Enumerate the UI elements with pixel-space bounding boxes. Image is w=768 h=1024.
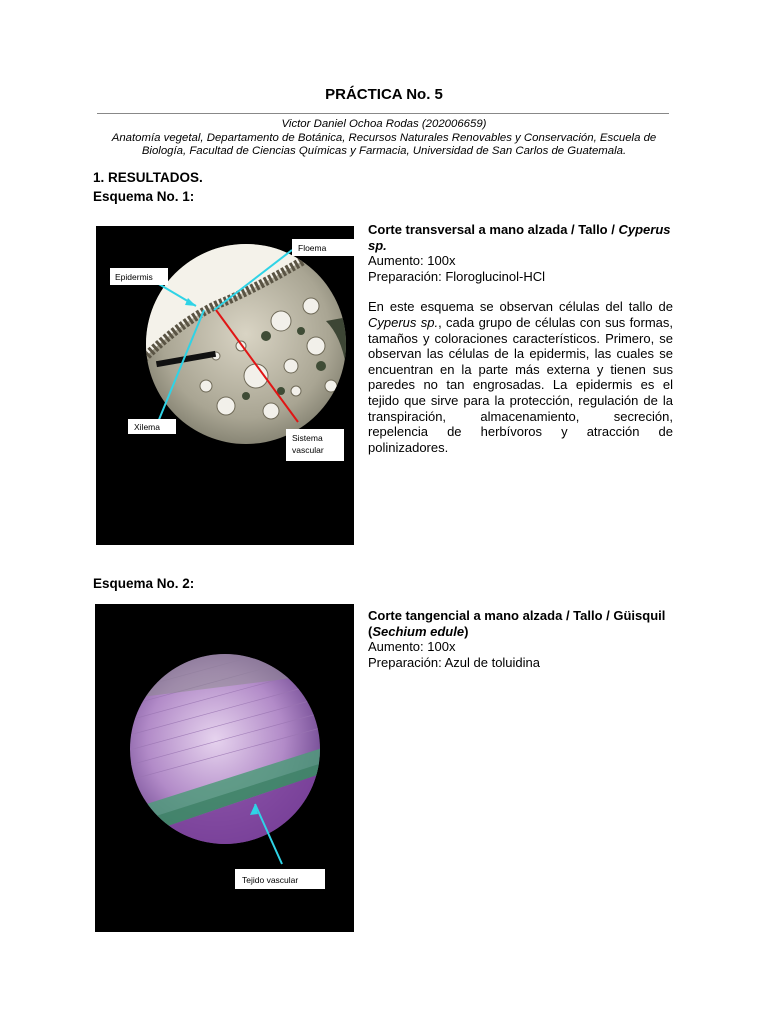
description-text: En este esquema se observan células del tallo de <box>368 299 673 315</box>
label-epidermis: Epidermis <box>115 272 153 282</box>
caption-title-text: Corte tangencial a mano alzada / Tallo / Güisquil ( <box>368 608 666 639</box>
scheme2-micrograph-svg <box>95 604 354 932</box>
scheme2-caption-title <box>368 608 673 639</box>
label-sistema-line1: Sistema <box>292 433 323 443</box>
scheme1-heading: Esquema No. 1: <box>93 189 195 204</box>
scheme1-caption <box>368 222 673 455</box>
section-heading: 1. RESULTADOS. <box>93 170 203 185</box>
scheme1-micrograph <box>96 226 354 545</box>
description-text-rest: , cada grupo de células con sus formas, tamaños y coloraciones característicos. Primero, se observan las células de la epidermis, las cuales se encuentran en la parte más externa y tienen sus paredes no tan engrosadas. La epidermis es el tejido que sirve para la protección, regulación de la transpiración, almacenamiento, secreción, repelencia de herbívoros y atracción de polinizadores. <box>368 314 673 455</box>
scheme2-micrograph <box>95 604 354 932</box>
caption-title-text: Corte transversal a mano alzada / Tallo / <box>368 222 619 237</box>
label-floema: Floema <box>298 243 327 253</box>
description-species: Cyperus sp. <box>368 314 439 330</box>
scheme2-preparation: Preparación: Azul de toluidina <box>368 654 541 670</box>
scheme2-magnification: Aumento: 100x <box>368 639 456 655</box>
caption-title-species: Cyperus sp. <box>368 222 671 253</box>
caption-title-suffix: ) <box>464 623 469 639</box>
title-divider <box>97 113 669 114</box>
author-block <box>100 118 668 159</box>
scheme1-magnification: Aumento: 100x <box>368 253 456 269</box>
scheme1-micrograph-svg <box>96 226 354 545</box>
scheme1-description <box>368 299 673 455</box>
label-tejido-vascular: Tejido vascular <box>242 875 299 885</box>
label-xilema: Xilema <box>134 422 160 432</box>
page-title: PRÁCTICA No. 5 <box>325 86 443 103</box>
scheme1-preparation: Preparación: Floroglucinol-HCl <box>368 268 546 284</box>
scheme1-caption-title <box>368 222 673 253</box>
label-sistema-line2: vascular <box>292 445 324 455</box>
author-name: Victor Daniel Ochoa Rodas (202006659) <box>281 118 487 130</box>
scheme2-heading: Esquema No. 2: <box>93 576 195 591</box>
affiliation: Anatomía vegetal, Departamento de Botánica, Recursos Naturales Renovables y Conservación, Escuela de Biología, Facultad de Ciencias Químicas y Farmacia, Universidad de San Carlos de Guatemala. <box>111 131 657 157</box>
scheme2-caption <box>368 608 673 670</box>
caption-title-species: Sechium edule <box>372 623 465 639</box>
